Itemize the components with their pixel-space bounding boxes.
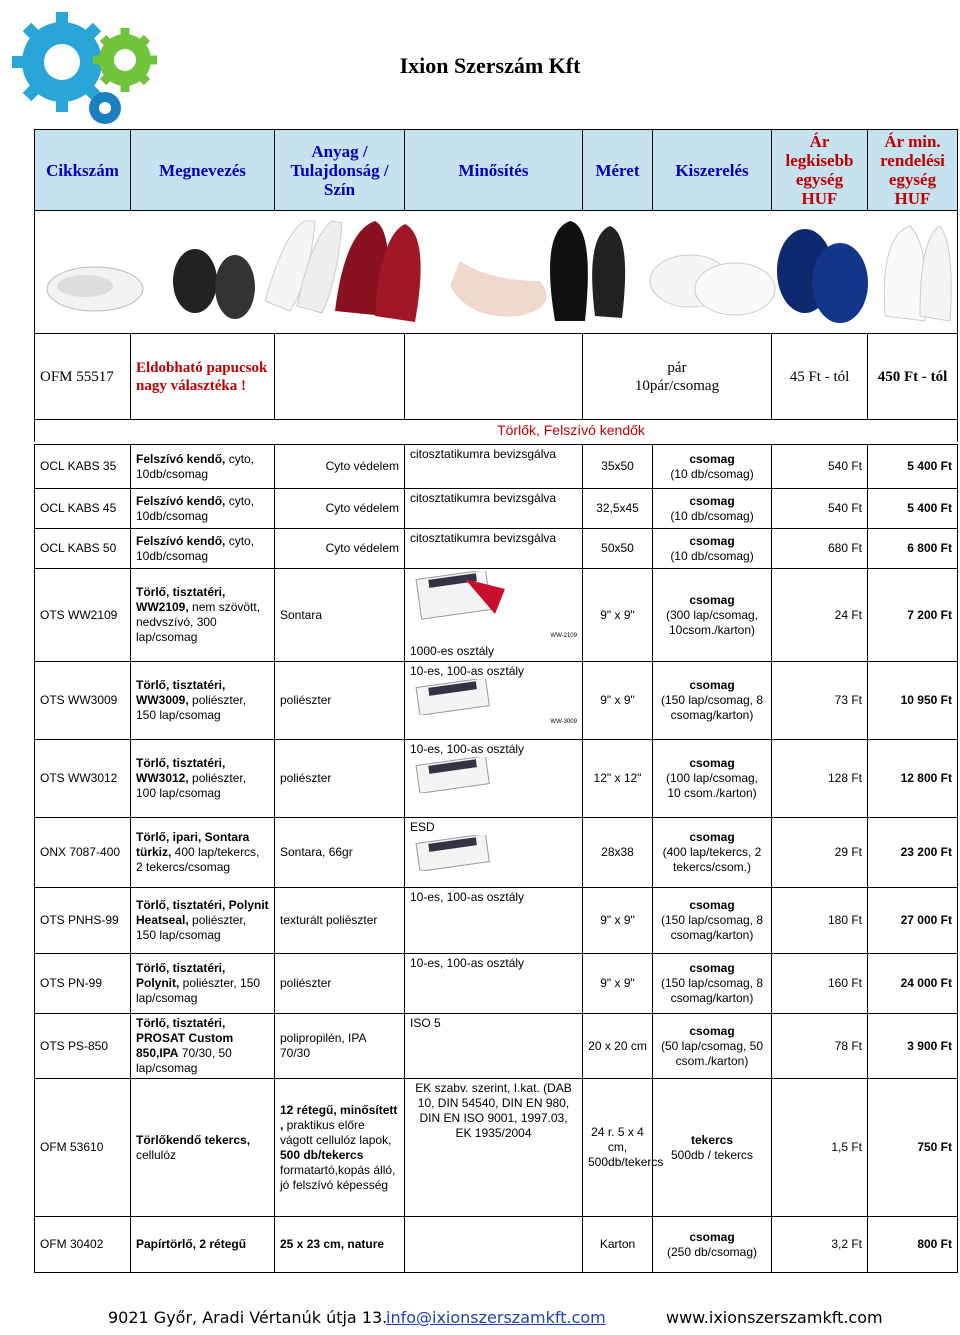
row-pack — [583, 334, 772, 420]
table-row — [35, 888, 958, 954]
product-code: OTS WW3009 — [35, 662, 131, 740]
material-cell — [275, 662, 405, 740]
table-row — [35, 818, 958, 888]
table-row — [35, 569, 958, 662]
col-header-ar-legkisebb: Ár legkisebb egység HUF — [772, 130, 868, 211]
material-cell — [275, 445, 405, 489]
certification: 1000-es osztály — [410, 644, 495, 658]
size: 35x50 — [583, 445, 653, 489]
certification: EK szabv. szerint, I.kat. (DAB 10, DIN 54540, DIN EN 980, DIN EN ISO 9001, 1997.03, EK 1935/2004 — [415, 1081, 572, 1140]
product-name-bold: Törlő, tisztatéri, Polynit, — [136, 961, 226, 990]
product-name-bold: Papírtörlő, 2 rétegű — [136, 1237, 247, 1251]
size: 9" x 9" — [583, 569, 653, 662]
section-title: Törlők, Felszívó kendők — [35, 420, 958, 442]
certification: ESD — [410, 820, 435, 834]
price-unit: 78 Ft — [772, 1014, 868, 1079]
price-min: 24 000 Ft — [868, 954, 958, 1014]
material-cell — [275, 489, 405, 529]
product-name-cell — [131, 954, 275, 1014]
table-row — [35, 529, 958, 569]
table-row — [35, 1079, 958, 1217]
material-text: Cyto védelem — [325, 459, 399, 473]
product-name-bold: Felszívó kendő, — [136, 493, 226, 508]
footer-address: 9021 Győr, Aradi Vértanúk útja 13. — [108, 1308, 388, 1327]
certification-cell — [405, 1079, 583, 1217]
product-name-cell — [131, 569, 275, 662]
product-code: OTS WW3012 — [35, 740, 131, 818]
certification: 10-es, 100-as osztály — [410, 890, 525, 904]
price-min: 12 800 Ft — [868, 740, 958, 818]
product-name-cell — [131, 818, 275, 888]
price-unit: 540 Ft — [772, 445, 868, 489]
pack-cell — [653, 818, 772, 888]
price-min: 800 Ft — [868, 1217, 958, 1273]
material-text: texturált poliészter — [280, 913, 378, 927]
company-title: Ixion Szerszám Kft — [399, 53, 581, 78]
material-text: Sontara — [280, 607, 323, 622]
product-code: OFM 30402 — [35, 1217, 131, 1273]
certification-cell — [405, 1217, 583, 1273]
product-name: 70/30, 50 lap/csomag — [136, 1046, 232, 1075]
pack-detail: (50 lap/csomag, 50 csom./karton) — [660, 1038, 764, 1068]
pack-unit: csomag — [689, 898, 735, 912]
pack-cell — [653, 954, 772, 1014]
product-name-bold: Felszívó kendő, — [136, 451, 226, 466]
material-cell — [275, 954, 405, 1014]
section-title-row — [35, 420, 958, 442]
price-unit: 73 Ft — [772, 662, 868, 740]
certification-cell — [405, 489, 583, 529]
material-text: poliészter — [280, 976, 332, 990]
row-price-min: 450 Ft - tól — [868, 334, 958, 420]
price-unit: 180 Ft — [772, 888, 868, 954]
certification-cell — [405, 1014, 583, 1079]
product-photo-icon — [410, 757, 520, 793]
product-name: poliészter, 150 lap/csomag — [136, 693, 247, 722]
table-row — [35, 1014, 958, 1079]
price-min: 7 200 Ft — [868, 569, 958, 662]
certification-cell — [405, 818, 583, 888]
row-name: Eldobható papucsok nagy választéka ! — [131, 334, 275, 420]
pack-cell — [653, 662, 772, 740]
product-name-cell — [131, 740, 275, 818]
price-min: 10 950 Ft — [868, 662, 958, 740]
col-header-cikkszam: Cikkszám — [35, 130, 131, 211]
product-name-bold: Törlő, tisztatéri, WW3009, — [136, 678, 226, 707]
pack-unit: csomag — [689, 1229, 735, 1244]
product-photo-icon — [410, 679, 520, 715]
pack-detail: (10 db/csomag) — [670, 548, 754, 563]
product-code: OCL KABS 50 — [35, 529, 131, 569]
pack-detail: (100 lap/csomag, 10 csom./karton) — [665, 771, 759, 800]
row-code: OFM 55517 — [35, 334, 131, 420]
size: 12" x 12" — [583, 740, 653, 818]
product-name: cyto, 10db/csomag — [136, 493, 255, 523]
material-text: praktikus előre vágott cellulóz lapok, — [280, 1117, 392, 1147]
product-name-bold: Törlő, tisztatéri, Polynit Heatseal, — [136, 898, 269, 927]
product-name-cell — [131, 489, 275, 529]
material-text: Cyto védelem — [325, 501, 399, 515]
product-name-bold: Törlő, tisztatéri, PROSAT Custom 850,IPA — [136, 1016, 234, 1060]
slippers-row — [35, 334, 958, 420]
certification-cell — [405, 662, 583, 740]
pack-detail: (150 lap/csomag, 8 csomag/karton) — [660, 976, 764, 1005]
size: 20 x 20 cm — [583, 1014, 653, 1079]
row-material — [275, 334, 405, 420]
material-cell — [275, 1217, 405, 1273]
price-min: 5 400 Ft — [868, 489, 958, 529]
header-row — [35, 130, 958, 211]
product-name-bold: Törlőkendő tekercs, — [136, 1132, 251, 1147]
pack-unit: csomag — [689, 678, 735, 692]
image-label: WW-3009 — [550, 719, 577, 725]
table-row — [35, 740, 958, 818]
pack-unit: csomag — [689, 961, 735, 975]
pack-unit: csomag — [689, 592, 735, 607]
pack-unit: tekercs — [690, 1132, 734, 1147]
product-code: OTS WW2109 — [35, 569, 131, 662]
pack-unit: csomag — [689, 493, 735, 508]
certification-cell — [405, 445, 583, 489]
col-header-anyag: Anyag / Tulajdonság / Szín — [275, 130, 405, 211]
table-row — [35, 489, 958, 529]
pack-cell — [653, 888, 772, 954]
row-cert — [405, 334, 583, 420]
price-unit: 24 Ft — [772, 569, 868, 662]
product-name-bold: Törlő, ipari, Sontara türkiz, — [136, 830, 250, 859]
pack-cell — [653, 569, 772, 662]
price-unit: 128 Ft — [772, 740, 868, 818]
pack-cell — [653, 1217, 772, 1273]
product-name: cyto, 10db/csomag — [136, 451, 255, 481]
product-name: poliészter, 100 lap/csomag — [136, 771, 247, 800]
certification-cell — [405, 569, 583, 662]
material-cell — [275, 818, 405, 888]
col-header-megnevezes: Megnevezés — [131, 130, 275, 211]
table-row — [35, 662, 958, 740]
pack-detail: (10 db/csomag) — [670, 508, 754, 523]
size: 9" x 9" — [583, 662, 653, 740]
product-name: 400 lap/tekercs, 2 tekercs/csomag — [136, 845, 260, 874]
certification-cell — [405, 740, 583, 818]
pack-cell — [653, 445, 772, 489]
product-code: OCL KABS 45 — [35, 489, 131, 529]
size: 32,5x45 — [583, 489, 653, 529]
pack-unit: csomag — [689, 1023, 735, 1038]
pack-detail: (10 db/csomag) — [670, 466, 754, 481]
col-header-kiszereles: Kiszerelés — [653, 130, 772, 211]
pack-cell — [653, 489, 772, 529]
footer-email-link[interactable]: info@ixionszerszamkft.com — [386, 1308, 606, 1327]
col-header-meret: Méret — [583, 130, 653, 211]
product-name-cell — [131, 1014, 275, 1079]
product-name: cellulóz — [136, 1147, 177, 1162]
material-cell — [275, 1014, 405, 1079]
product-photo-icon — [410, 835, 520, 871]
certification-cell — [405, 529, 583, 569]
product-name-bold: Törlő, tisztatéri, WW2109, — [136, 585, 226, 614]
pack-detail: 500db / tekercs — [670, 1147, 754, 1162]
product-name-bold: Felszívó kendő, — [136, 533, 226, 548]
size: 24 r. 5 x 4 cm, 500db/tekercs — [583, 1079, 653, 1217]
col-header-ar-min: Ár min. rendelési egység HUF — [868, 130, 958, 211]
material-text-2: formatartó,kopás álló, jó felszívó képesség — [280, 1162, 396, 1192]
certification: citosztatikumra bevizsgálva — [410, 447, 557, 461]
footer-website[interactable]: www.ixionszerszamkft.com — [666, 1308, 883, 1327]
slippers-images — [35, 211, 958, 334]
slippers-image-row — [35, 211, 958, 334]
material-text: Sontara, 66gr — [280, 845, 353, 859]
row-price-unit: 45 Ft - tól — [772, 334, 868, 420]
material-bold: 12 rétegű, minősített , — [280, 1102, 398, 1132]
price-min: 5 400 Ft — [868, 445, 958, 489]
material-text: Cyto védelem — [325, 541, 399, 555]
pack-unit: csomag — [689, 756, 735, 770]
size: 9" x 9" — [583, 954, 653, 1014]
certification: 10-es, 100-as osztály — [410, 664, 525, 678]
product-code: OFM 53610 — [35, 1079, 131, 1217]
certification: 10-es, 100-as osztály — [410, 956, 525, 970]
material-text: 25 x 23 cm, nature — [280, 1237, 385, 1251]
product-name-cell — [131, 1217, 275, 1273]
material-cell — [275, 888, 405, 954]
material-cell — [275, 529, 405, 569]
material-cell — [275, 1079, 405, 1217]
material-bold-2: 500 db/tekercs — [280, 1147, 364, 1162]
price-unit: 3,2 Ft — [772, 1217, 868, 1273]
product-code: OCL KABS 35 — [35, 445, 131, 489]
certification-cell — [405, 888, 583, 954]
certification: citosztatikumra bevizsgálva — [410, 531, 557, 545]
pack-cell — [653, 1079, 772, 1217]
product-code: OTS PN-99 — [35, 954, 131, 1014]
product-name-cell — [131, 662, 275, 740]
product-code: OTS PS-850 — [35, 1014, 131, 1079]
pack-unit: csomag — [689, 451, 735, 466]
pack-detail: (150 lap/csomag, 8 csomag/karton) — [660, 913, 764, 942]
pack-detail: (400 lap/tekercs, 2 tekercs/csom.) — [662, 845, 762, 874]
product-name: poliészter, 150 lap/csomag — [136, 976, 261, 1005]
size: Karton — [583, 1217, 653, 1273]
price-min: 27 000 Ft — [868, 888, 958, 954]
product-name: poliészter, 150 lap/csomag — [136, 913, 247, 942]
product-name-cell — [131, 888, 275, 954]
col-header-minosites: Minősítés — [405, 130, 583, 211]
product-code: OTS PNHS-99 — [35, 888, 131, 954]
size: 9" x 9" — [583, 888, 653, 954]
slippers-images-icon — [35, 211, 957, 329]
product-photo-icon — [410, 571, 520, 629]
material-cell — [275, 569, 405, 662]
price-min: 750 Ft — [868, 1079, 958, 1217]
wipes-table — [34, 444, 958, 1273]
product-code: ONX 7087-400 — [35, 818, 131, 888]
material-text: poliészter — [280, 693, 332, 707]
row-pack-text: 10pár/csomag — [634, 377, 720, 394]
certification: 10-es, 100-as osztály — [410, 742, 525, 756]
material-text: poliészter — [280, 771, 332, 785]
product-price-table — [34, 129, 958, 442]
size: 50x50 — [583, 529, 653, 569]
pack-cell — [653, 529, 772, 569]
row-size: pár — [667, 359, 687, 376]
table-row — [35, 954, 958, 1014]
price-min: 23 200 Ft — [868, 818, 958, 888]
pack-detail: (250 db/csomag) — [666, 1244, 758, 1259]
pack-cell — [653, 740, 772, 818]
product-name-cell — [131, 1079, 275, 1217]
table-row — [35, 445, 958, 489]
product-name-cell — [131, 529, 275, 569]
pack-unit: csomag — [689, 533, 735, 548]
price-unit: 680 Ft — [772, 529, 868, 569]
price-min: 6 800 Ft — [868, 529, 958, 569]
pack-detail: (300 lap/csomag, 10csom./karton) — [665, 607, 759, 637]
image-label: WW-2109 — [550, 633, 577, 639]
product-name-bold: Törlő, tisztatéri, WW3012, — [136, 756, 226, 785]
size: 28x38 — [583, 818, 653, 888]
product-name-cell — [131, 445, 275, 489]
price-unit: 160 Ft — [772, 954, 868, 1014]
pack-unit: csomag — [689, 830, 735, 844]
certification-cell — [405, 954, 583, 1014]
product-name: nem szövött, nedvszívó, 300 lap/csomag — [136, 600, 261, 644]
material-cell — [275, 740, 405, 818]
price-unit: 29 Ft — [772, 818, 868, 888]
table-row — [35, 1217, 958, 1273]
pack-cell — [653, 1014, 772, 1079]
certification: ISO 5 — [410, 1016, 441, 1030]
product-name: cyto, 10db/csomag — [136, 533, 255, 563]
material-text: polipropilén, IPA 70/30 — [280, 1031, 366, 1060]
price-min: 3 900 Ft — [868, 1014, 958, 1079]
price-unit: 540 Ft — [772, 489, 868, 529]
pack-detail: (150 lap/csomag, 8 csomag/karton) — [660, 693, 764, 722]
price-unit: 1,5 Ft — [772, 1079, 868, 1217]
certification: citosztatikumra bevizsgálva — [410, 491, 557, 505]
